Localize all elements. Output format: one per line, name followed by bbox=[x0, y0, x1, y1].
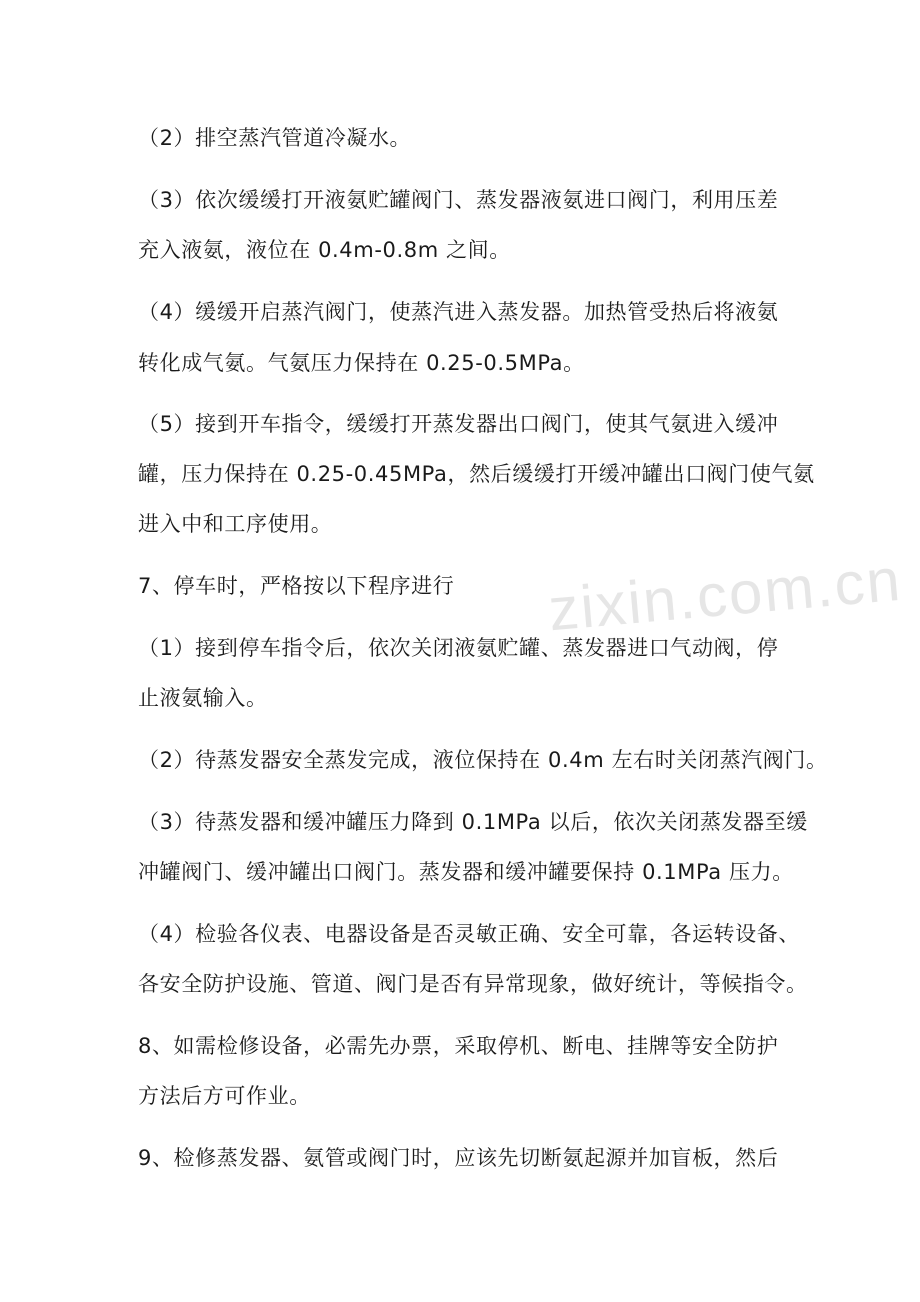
text-line: （2）待蒸发器安全蒸发完成，液位保持在 0.4m 左右时关闭蒸汽阀门。 bbox=[138, 748, 828, 772]
text-line: 止液氨输入。 bbox=[138, 686, 268, 710]
text-line: （4）缓缓开启蒸汽阀门，使蒸汽进入蒸发器。加热管受热后将液氨 bbox=[138, 300, 779, 324]
text-line: 罐，压力保持在 0.25-0.45MPa，然后缓缓打开缓冲罐出口阀门使气氨 bbox=[138, 462, 815, 486]
text-line: 充入液氨，液位在 0.4m-0.8m 之间。 bbox=[138, 238, 511, 262]
watermark: zixin.com.cn bbox=[545, 545, 905, 644]
text-line: （3）依次缓缓打开液氨贮罐阀门、蒸发器液氨进口阀门，利用压差 bbox=[138, 188, 779, 212]
text-line: （2）排空蒸汽管道冷凝水。 bbox=[138, 126, 412, 150]
text-line: 方法后方可作业。 bbox=[138, 1084, 311, 1108]
text-line: 冲罐阀门、缓冲罐出口阀门。蒸发器和缓冲罐要保持 0.1MPa 压力。 bbox=[138, 860, 794, 884]
section-heading: 9、检修蒸发器、氨管或阀门时，应该先切断氨起源并加盲板，然后 bbox=[138, 1146, 779, 1170]
text-line: （3）待蒸发器和缓冲罐压力降到 0.1MPa 以后，依次关闭蒸发器至缓 bbox=[138, 810, 808, 834]
section-heading: 7、停车时，严格按以下程序进行 bbox=[138, 574, 455, 598]
text-line: 转化成气氨。气氨压力保持在 0.25-0.5MPa。 bbox=[138, 351, 585, 375]
section-heading: 8、如需检修设备，必需先办票，采取停机、断电、挂牌等安全防护 bbox=[138, 1034, 779, 1058]
text-line: 各安全防护设施、管道、阀门是否有异常现象，做好统计，等候指令。 bbox=[138, 972, 808, 996]
text-line: （5）接到开车指令，缓缓打开蒸发器出口阀门，使其气氨进入缓冲 bbox=[138, 412, 779, 436]
text-line: （1）接到停车指令后，依次关闭液氨贮罐、蒸发器进口气动阀，停 bbox=[138, 636, 779, 660]
text-line: （4）检验各仪表、电器设备是否灵敏正确、安全可靠，各运转设备、 bbox=[138, 922, 800, 946]
text-line: 进入中和工序使用。 bbox=[138, 512, 333, 536]
